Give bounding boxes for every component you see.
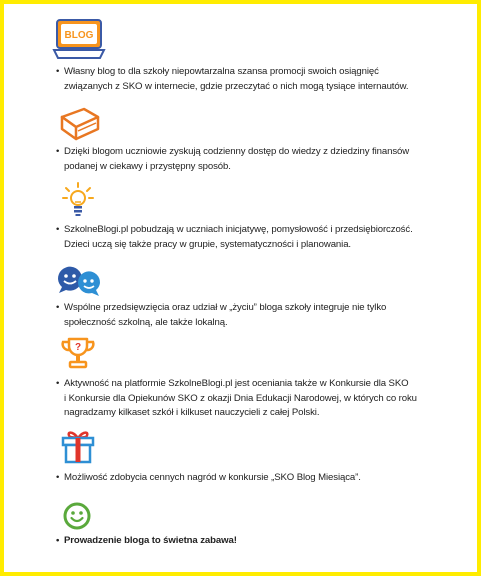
trophy-icon (60, 336, 96, 372)
item-text: • Wspólne przedsięwzięcia oraz udział w „życiu” bloga szkoły integruje nie tylko społeczność szkolną, ale także lokalną. (56, 301, 456, 330)
item-line: związanych z SKO w internecie, gdzie przeczytać o nich mogą tysiące internautów. (64, 80, 409, 92)
item-line: Aktywność na platformie SzkolneBlogi.pl jest oceniania także w Konkursie dla SKO (64, 378, 409, 389)
item-line: nagradzamy kilkaset szkół i kilkuset nauczycieli z całej Polski. (64, 407, 320, 418)
item-line: Prowadzenie bloga to świetna zabawa! (64, 535, 237, 546)
item-line: Dzieci uczą się także pracy w grupie, systematyczności i planowania. (64, 238, 351, 250)
item-text: • Prowadzenie bloga to świetna zabawa! (56, 535, 237, 546)
item-text: • Możliwość zdobycia cennych nagród w konkursie „SKO Blog Miesiąca”. (56, 472, 361, 483)
item-line: Możliwość zdobycia cennych nagród w konkursie „SKO Blog Miesiąca”. (64, 472, 361, 483)
gift-icon (60, 428, 96, 464)
chat-faces-icon (54, 263, 104, 297)
item-line: podanej w ciekawy i przystępny sposób. (64, 160, 231, 172)
item-line: SzkolneBlogi.pl pobudzają w uczniach inicjatywę, pomysłowość i przedsiębiorczość. (64, 224, 413, 235)
book-icon (56, 107, 102, 141)
item-line: społeczność szkolną, ale także lokalną. (64, 316, 228, 328)
item-line: i Konkursie dla Opiekunów SKO z okazji Dnia Edukacji Narodowej, w których co roku (64, 392, 417, 404)
item-line: Własny blog to dla szkoły niepowtarzalna szansa promocji swoich osiągnięć (64, 66, 379, 77)
svg-text:?: ? (74, 342, 82, 353)
item-text: • Dzięki blogom uczniowie zyskują codzienny dostęp do wiedzy z dziedziny finansów podanej w ciekawy i przystępny sposób. (56, 145, 456, 174)
lightbulb-icon (62, 182, 94, 218)
item-text: • Własny blog to dla szkoły niepowtarzalna szansa promocji swoich osiągnięć związanych z SKO w internecie, gdzie przeczytać o nich mogą tysiące internautów. (56, 65, 456, 94)
laptop-blog-icon (52, 18, 106, 60)
item-line: Wspólne przedsięwzięcia oraz udział w „życiu” bloga szkoły integruje nie tylko (64, 302, 387, 313)
blog-icon-label: BLOG (64, 30, 94, 41)
item-text: • Aktywność na platformie SzkolneBlogi.pl jest oceniania także w Konkursie dla SKO i Konkursie dla Opiekunów SKO z okazji Dnia Edukacji Narodowej, w których co roku nagradzamy kilkaset szkół i kilkuset nauczycieli z całej Polski. (56, 377, 456, 421)
smiley-icon (62, 501, 92, 531)
item-text: • SzkolneBlogi.pl pobudzają w uczniach inicjatywę, pomysłowość i przedsiębiorczość. Dzieci uczą się także pracy w grupie, systematyczności i planowania. (56, 223, 456, 252)
item-line: Dzięki blogom uczniowie zyskują codzienny dostęp do wiedzy z dziedziny finansów (64, 146, 410, 157)
